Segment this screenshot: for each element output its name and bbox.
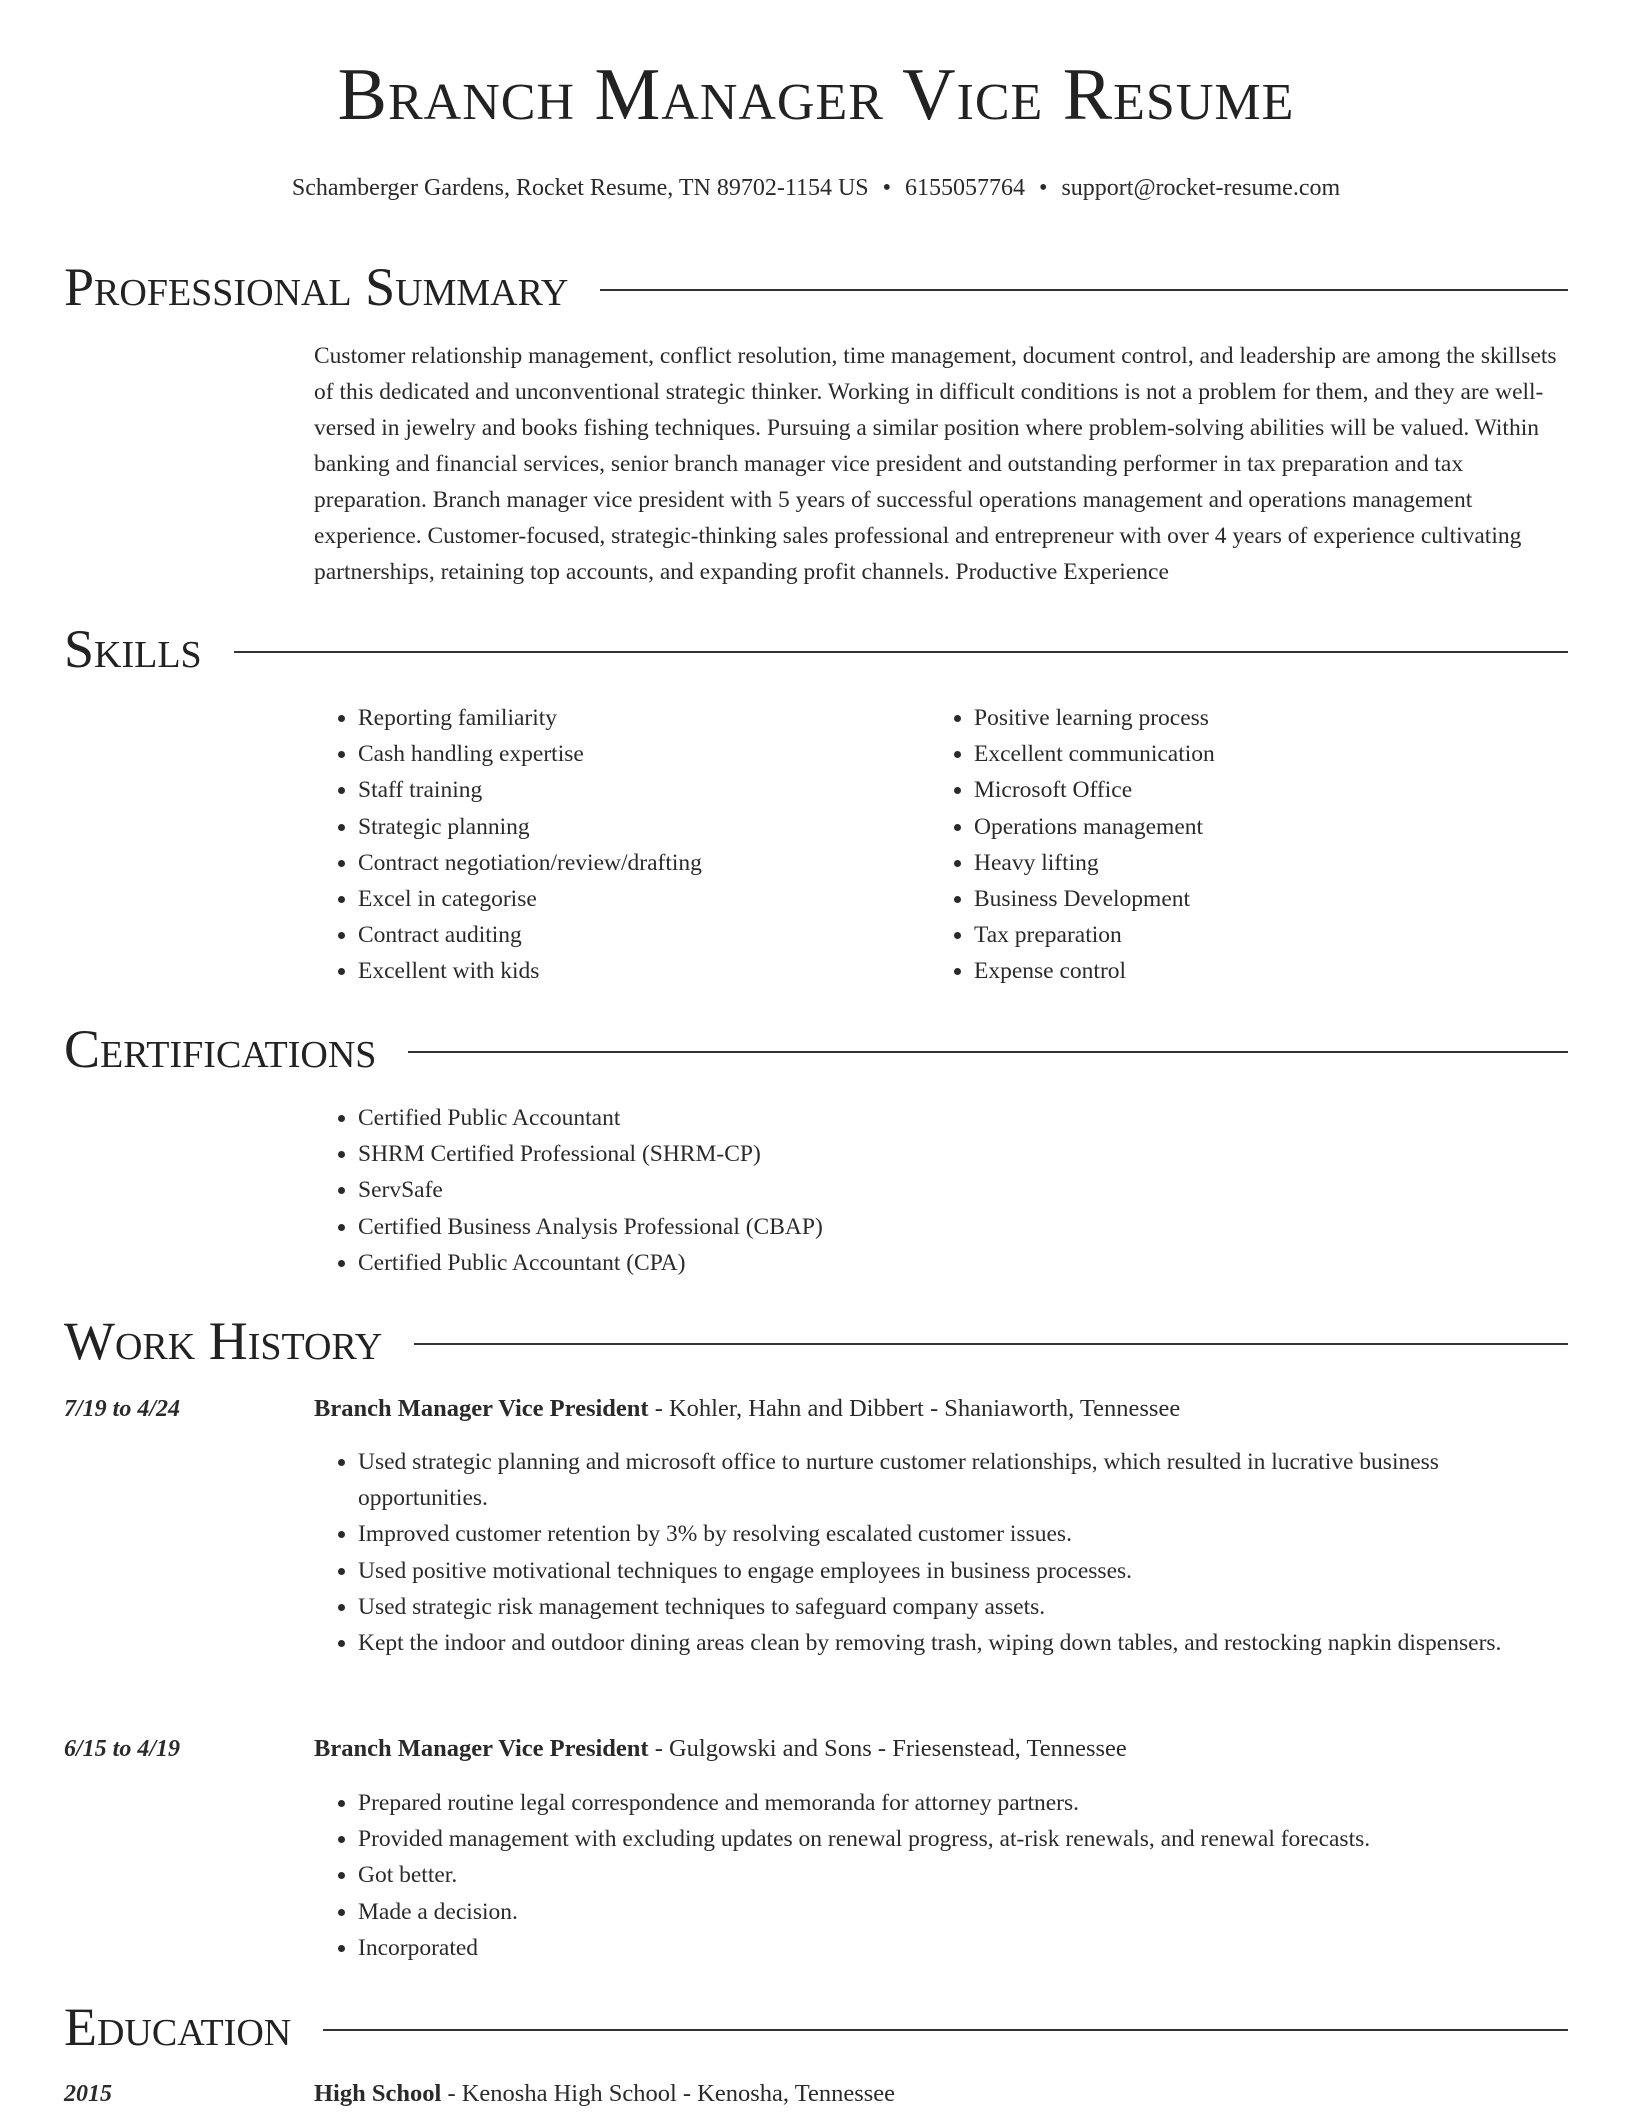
education-entry (314, 2080, 895, 2108)
job-bullet: • Used strategic planning and microsoft office to nurture customer relationships, which resulted in lucrative business opportunities. (358, 1444, 1570, 1516)
job-bullet: • Used positive motivational techniques to engage employees in business processes. (358, 1553, 1570, 1589)
certification-item: • ServSafe (358, 1172, 1314, 1208)
skill-item: • Reporting familiarity (358, 700, 914, 736)
job-bullet: • Improved customer retention by 3% by resolving escalated customer issues. (358, 1516, 1570, 1552)
job-employer: - Kohler, Hahn and Dibbert - Shaniaworth, Tennessee (648, 1395, 1181, 1422)
job-dates: 7/19 to 4/24 (64, 1396, 181, 1422)
summary-heading (64, 252, 1568, 322)
resume-title: Branch Manager Vice Resume (337, 54, 1295, 136)
contact-separator: • (1039, 175, 1048, 201)
skills-right-column (930, 700, 1530, 990)
certifications-heading-text: Certifications (64, 1019, 377, 1079)
summary-heading-text: Professional Summary (64, 257, 569, 317)
certification-item: • Certified Public Accountant (CPA) (358, 1245, 1314, 1281)
skill-item: • Business Development (974, 881, 1530, 917)
skill-item: • Excel in categorise (358, 881, 914, 917)
job-employer: - Gulgowski and Sons - Friesenstead, Tennessee (648, 1735, 1127, 1762)
job-bullet: • Kept the indoor and outdoor dining areas clean by removing trash, wiping down tables, and restocking napkin dispensers. (358, 1625, 1570, 1661)
job-bullet: • Provided management with excluding updates on renewal progress, at-risk renewals, and renewal forecasts. (358, 1821, 1570, 1857)
job-bullet: • Made a decision. (358, 1894, 1570, 1930)
education-heading (64, 1992, 1568, 2062)
job-bullets (314, 1785, 1570, 1966)
section-divider (323, 2029, 1568, 2031)
skill-item: • Excellent communication (974, 736, 1530, 772)
skill-item: • Excellent with kids (358, 953, 914, 989)
skill-item: • Operations management (974, 809, 1530, 845)
job-title: Branch Manager Vice President (314, 1395, 649, 1422)
skill-item: • Heavy lifting (974, 845, 1530, 881)
education-year: 2015 (64, 2081, 112, 2107)
certification-item: • SHRM Certified Professional (SHRM-CP) (358, 1136, 1314, 1172)
skill-item: • Contract auditing (358, 917, 914, 953)
skill-item: • Cash handling expertise (358, 736, 914, 772)
skill-item: • Contract negotiation/review/drafting (358, 845, 914, 881)
skill-item: • Strategic planning (358, 809, 914, 845)
job-bullet: • Incorporated (358, 1930, 1570, 1966)
skill-item: • Microsoft Office (974, 772, 1530, 808)
job-bullet: • Used strategic risk management techniques to safeguard company assets. (358, 1589, 1570, 1625)
job-bullets (314, 1444, 1570, 1661)
skill-item: • Positive learning process (974, 700, 1530, 736)
skills-left-column (314, 700, 914, 990)
summary-text: Customer relationship management, conflict resolution, time management, document control, and leadership are among the skillsets of this dedicated and unconventional strategic thinker. Working in difficult conditions is not a problem for them, and they are well-versed in jewelry and books fishing techniques. Pursuing a similar position where problem-solving abilities will be valued. Within banking and financial services, senior branch manager vice president and outstanding performer in tax preparation and tax preparation. Branch manager vice president with 5 years of successful operations management and operations management experience. Customer-focused, strategic-thinking sales professional and entrepreneur with over 4 years of experience cultivating partnerships, retaining top accounts, and expanding profit channels. Productive Experience (314, 343, 1557, 585)
section-divider (408, 1051, 1568, 1053)
skill-item: • Expense control (974, 953, 1530, 989)
job-dates: 6/15 to 4/19 (64, 1736, 181, 1762)
job-bullet: • Prepared routine legal correspondence and memoranda for attorney partners. (358, 1785, 1570, 1821)
skills-heading (64, 614, 1568, 684)
job-title: Branch Manager Vice President (314, 1735, 649, 1762)
contact-separator: • (882, 175, 892, 201)
contact-line (0, 175, 1632, 202)
contact-address: Schamberger Gardens, Rocket Resume, TN 89702-1154 US (291, 175, 869, 201)
section-divider (600, 289, 1568, 291)
certification-item: • Certified Public Accountant (358, 1100, 1314, 1136)
education-heading-text: Education (64, 1997, 292, 2057)
education-school: - Kenosha High School - Kenosha, Tennessee (441, 2080, 896, 2107)
contact-email: support@rocket-resume.com (1061, 175, 1341, 201)
skills-heading-text: Skills (64, 619, 202, 679)
certification-item: • Certified Business Analysis Professional (CBAP) (358, 1209, 1314, 1245)
section-divider (234, 651, 1568, 653)
certifications-list (314, 1100, 1314, 1281)
job-bullet: • Got better. (358, 1857, 1570, 1893)
work-history-heading-text: Work History (64, 1311, 383, 1371)
skill-item: • Tax preparation (974, 917, 1530, 953)
job-heading (314, 1735, 1127, 1763)
certifications-heading (64, 1014, 1568, 1084)
education-degree: High School (314, 2080, 442, 2107)
contact-phone: 6155057764 (905, 175, 1026, 201)
section-divider (414, 1343, 1568, 1345)
work-history-heading (64, 1306, 1568, 1376)
skill-item: • Staff training (358, 772, 914, 808)
job-heading (314, 1395, 1180, 1423)
